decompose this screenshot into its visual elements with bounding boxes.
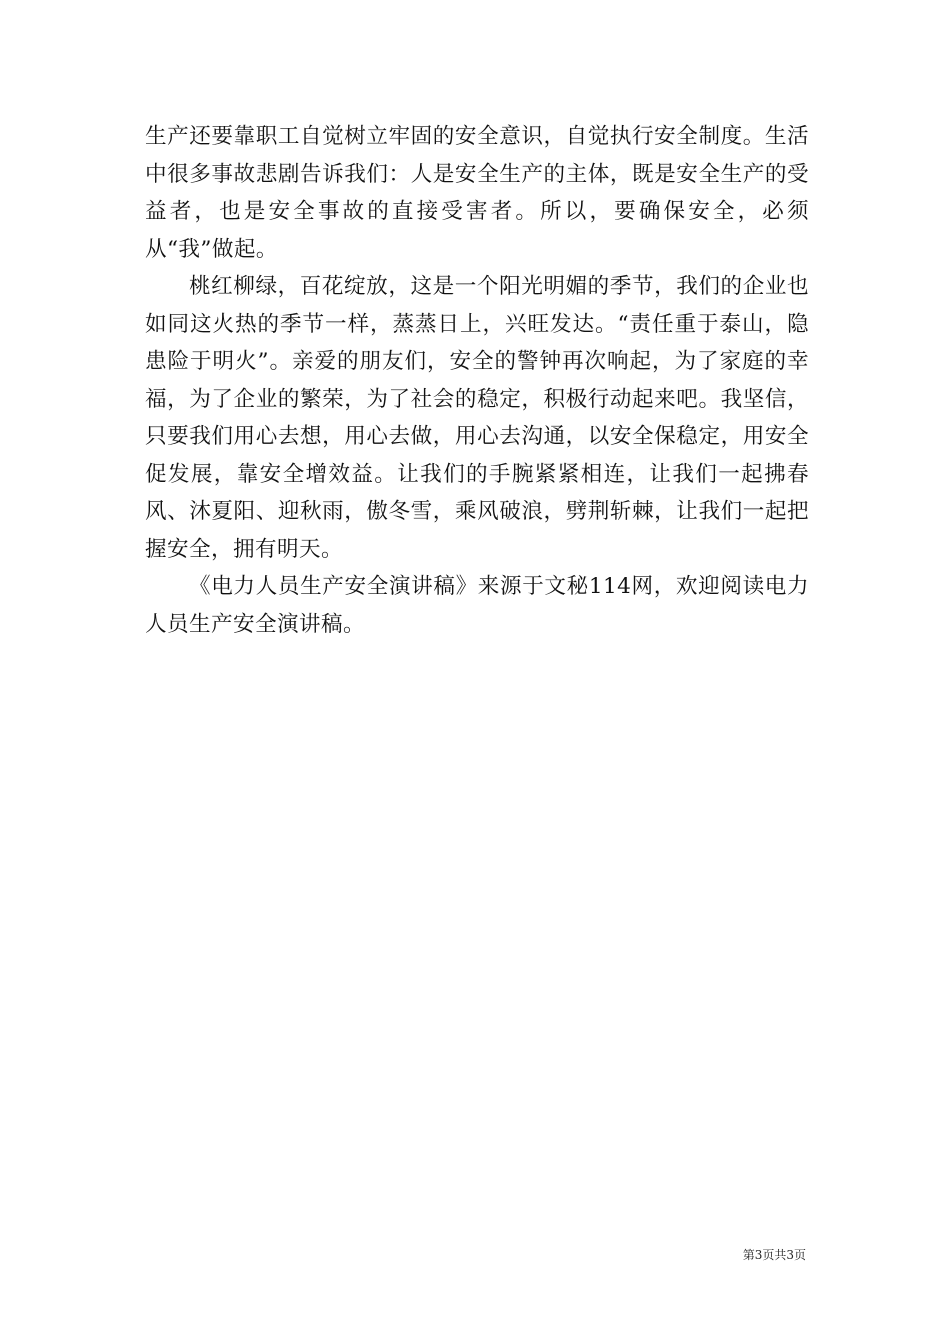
document-body bbox=[145, 118, 809, 643]
page-number-footer: 第3页共3页 bbox=[742, 1248, 806, 1262]
paragraph-continuation: 生产还要靠职工自觉树立牢固的安全意识，自觉执行安全制度。生活中很多事故悲剧告诉我们：人是安全生产的主体，既是安全生产的受益者，也是安全事故的直接受害者。所以，要确保安全，必须从“我”做起。 bbox=[145, 124, 809, 262]
paragraph-source-note: 《电力人员生产安全演讲稿》来源于文秘114网，欢迎阅读电力人员生产安全演讲稿。 bbox=[145, 574, 809, 637]
paragraph-safety-call: 桃红柳绿，百花绽放，这是一个阳光明媚的季节，我们的企业也如同这火热的季节一样，蒸蒸日上，兴旺发达。“责任重于泰山，隐患险于明火”。亲爱的朋友们，安全的警钟再次响起，为了家庭的幸福，为了企业的繁荣，为了社会的稳定，积极行动起来吧。我坚信，只要我们用心去想，用心去做，用心去沟通，以安全保稳定，用安全促发展，靠安全增效益。让我们的手腕紧紧相连，让我们一起拂春风、沐夏阳、迎秋雨，傲冬雪，乘风破浪，劈荆斩棘，让我们一起把握安全，拥有明天。 bbox=[145, 274, 809, 562]
